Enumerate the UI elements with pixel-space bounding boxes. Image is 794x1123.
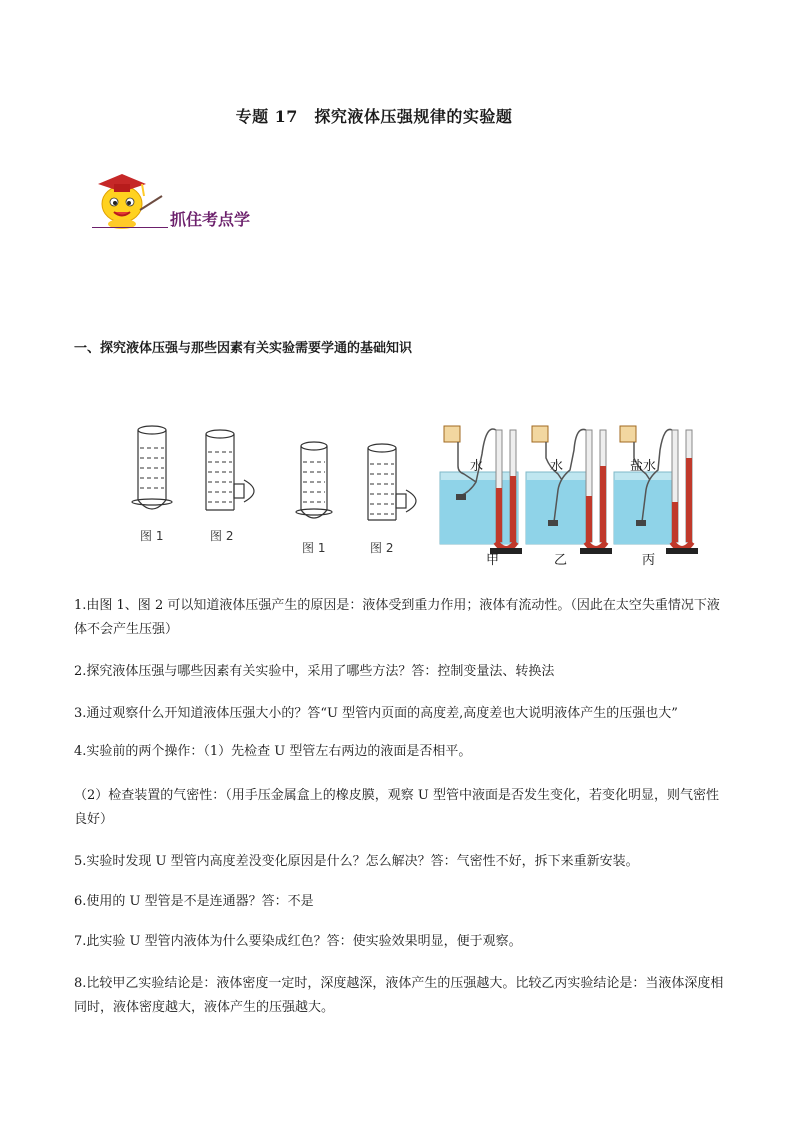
paragraph-1: 1.由图 1、图 2 可以知道液体压强产生的原因是：液体受到重力作用；液体有流动性。（因此在太空失重情况下液体不会产生压强） <box>74 598 720 637</box>
caption-fig2-b: 图 2 <box>370 541 394 555</box>
section-heading: 一、探究液体压强与那些因素有关实验需要学通的基础知识 <box>74 341 413 356</box>
paragraph-4: 4.实验前的两个操作：（1）先检查 U 型管左右两边的液面是否相平。 <box>74 744 472 759</box>
paragraph-5: 5.实验时发现 U 型管内高度差没变化原因是什么？怎么解决？答：气密性不好，拆下来重新安装。 <box>74 854 639 869</box>
paragraph-2: 2.探究液体压强与哪些因素有关实验中，采用了哪些方法？答：控制变量法、转换法 <box>74 664 555 679</box>
label-jia: 甲 <box>486 553 500 568</box>
paragraph-3: 3.通过观察什么开知道液体压强大小的？答“U 型管内页面的高度差,高度差也大说明液体产生的压强也大” <box>74 706 678 721</box>
cylinder-bottom-membrane-2 <box>296 442 332 518</box>
beaker-yi <box>526 426 612 568</box>
label-yi: 乙 <box>554 553 568 568</box>
cylinder-bottom-membrane <box>132 426 172 509</box>
label-saltwater: 盐水 <box>630 459 657 474</box>
beaker-jia <box>440 426 522 568</box>
paragraph-6: 6.使用的 U 型管是不是连通器？答：不是 <box>74 894 314 909</box>
label-bing: 丙 <box>642 553 656 568</box>
caption-fig1: 图 1 <box>140 529 164 543</box>
paragraph-4b: （2）检查装置的气密性：（用手压金属盒上的橡皮膜，观察 U 型管中液面是否发生变化，若变化明显，则气密性良好） <box>74 788 719 827</box>
beaker-bing <box>614 426 698 568</box>
badge-underline <box>92 227 168 228</box>
label-water-2: 水 <box>550 459 564 474</box>
cylinder-side-membrane-2 <box>368 444 416 520</box>
experiment-figure <box>130 418 700 570</box>
mascot-icon <box>92 166 172 232</box>
label-water-1: 水 <box>470 459 484 474</box>
cylinder-side-membrane <box>206 430 254 510</box>
badge-label: 抓住考点学 <box>170 210 251 229</box>
paragraph-8: 8.比较甲乙实验结论是：液体密度一定时，深度越深，液体产生的压强越大。比较乙丙实验结论是：当液体深度相同时，液体密度越大，液体产生的压强越大。 <box>74 976 724 1015</box>
page-title: 专题 17 探究液体压强规律的实验题 <box>235 107 513 126</box>
caption-fig2: 图 2 <box>210 529 234 543</box>
caption-fig1-b: 图 1 <box>302 541 326 555</box>
paragraph-7: 7.此实验 U 型管内液体为什么要染成红色？答：使实验效果明显，便于观察。 <box>74 934 522 949</box>
